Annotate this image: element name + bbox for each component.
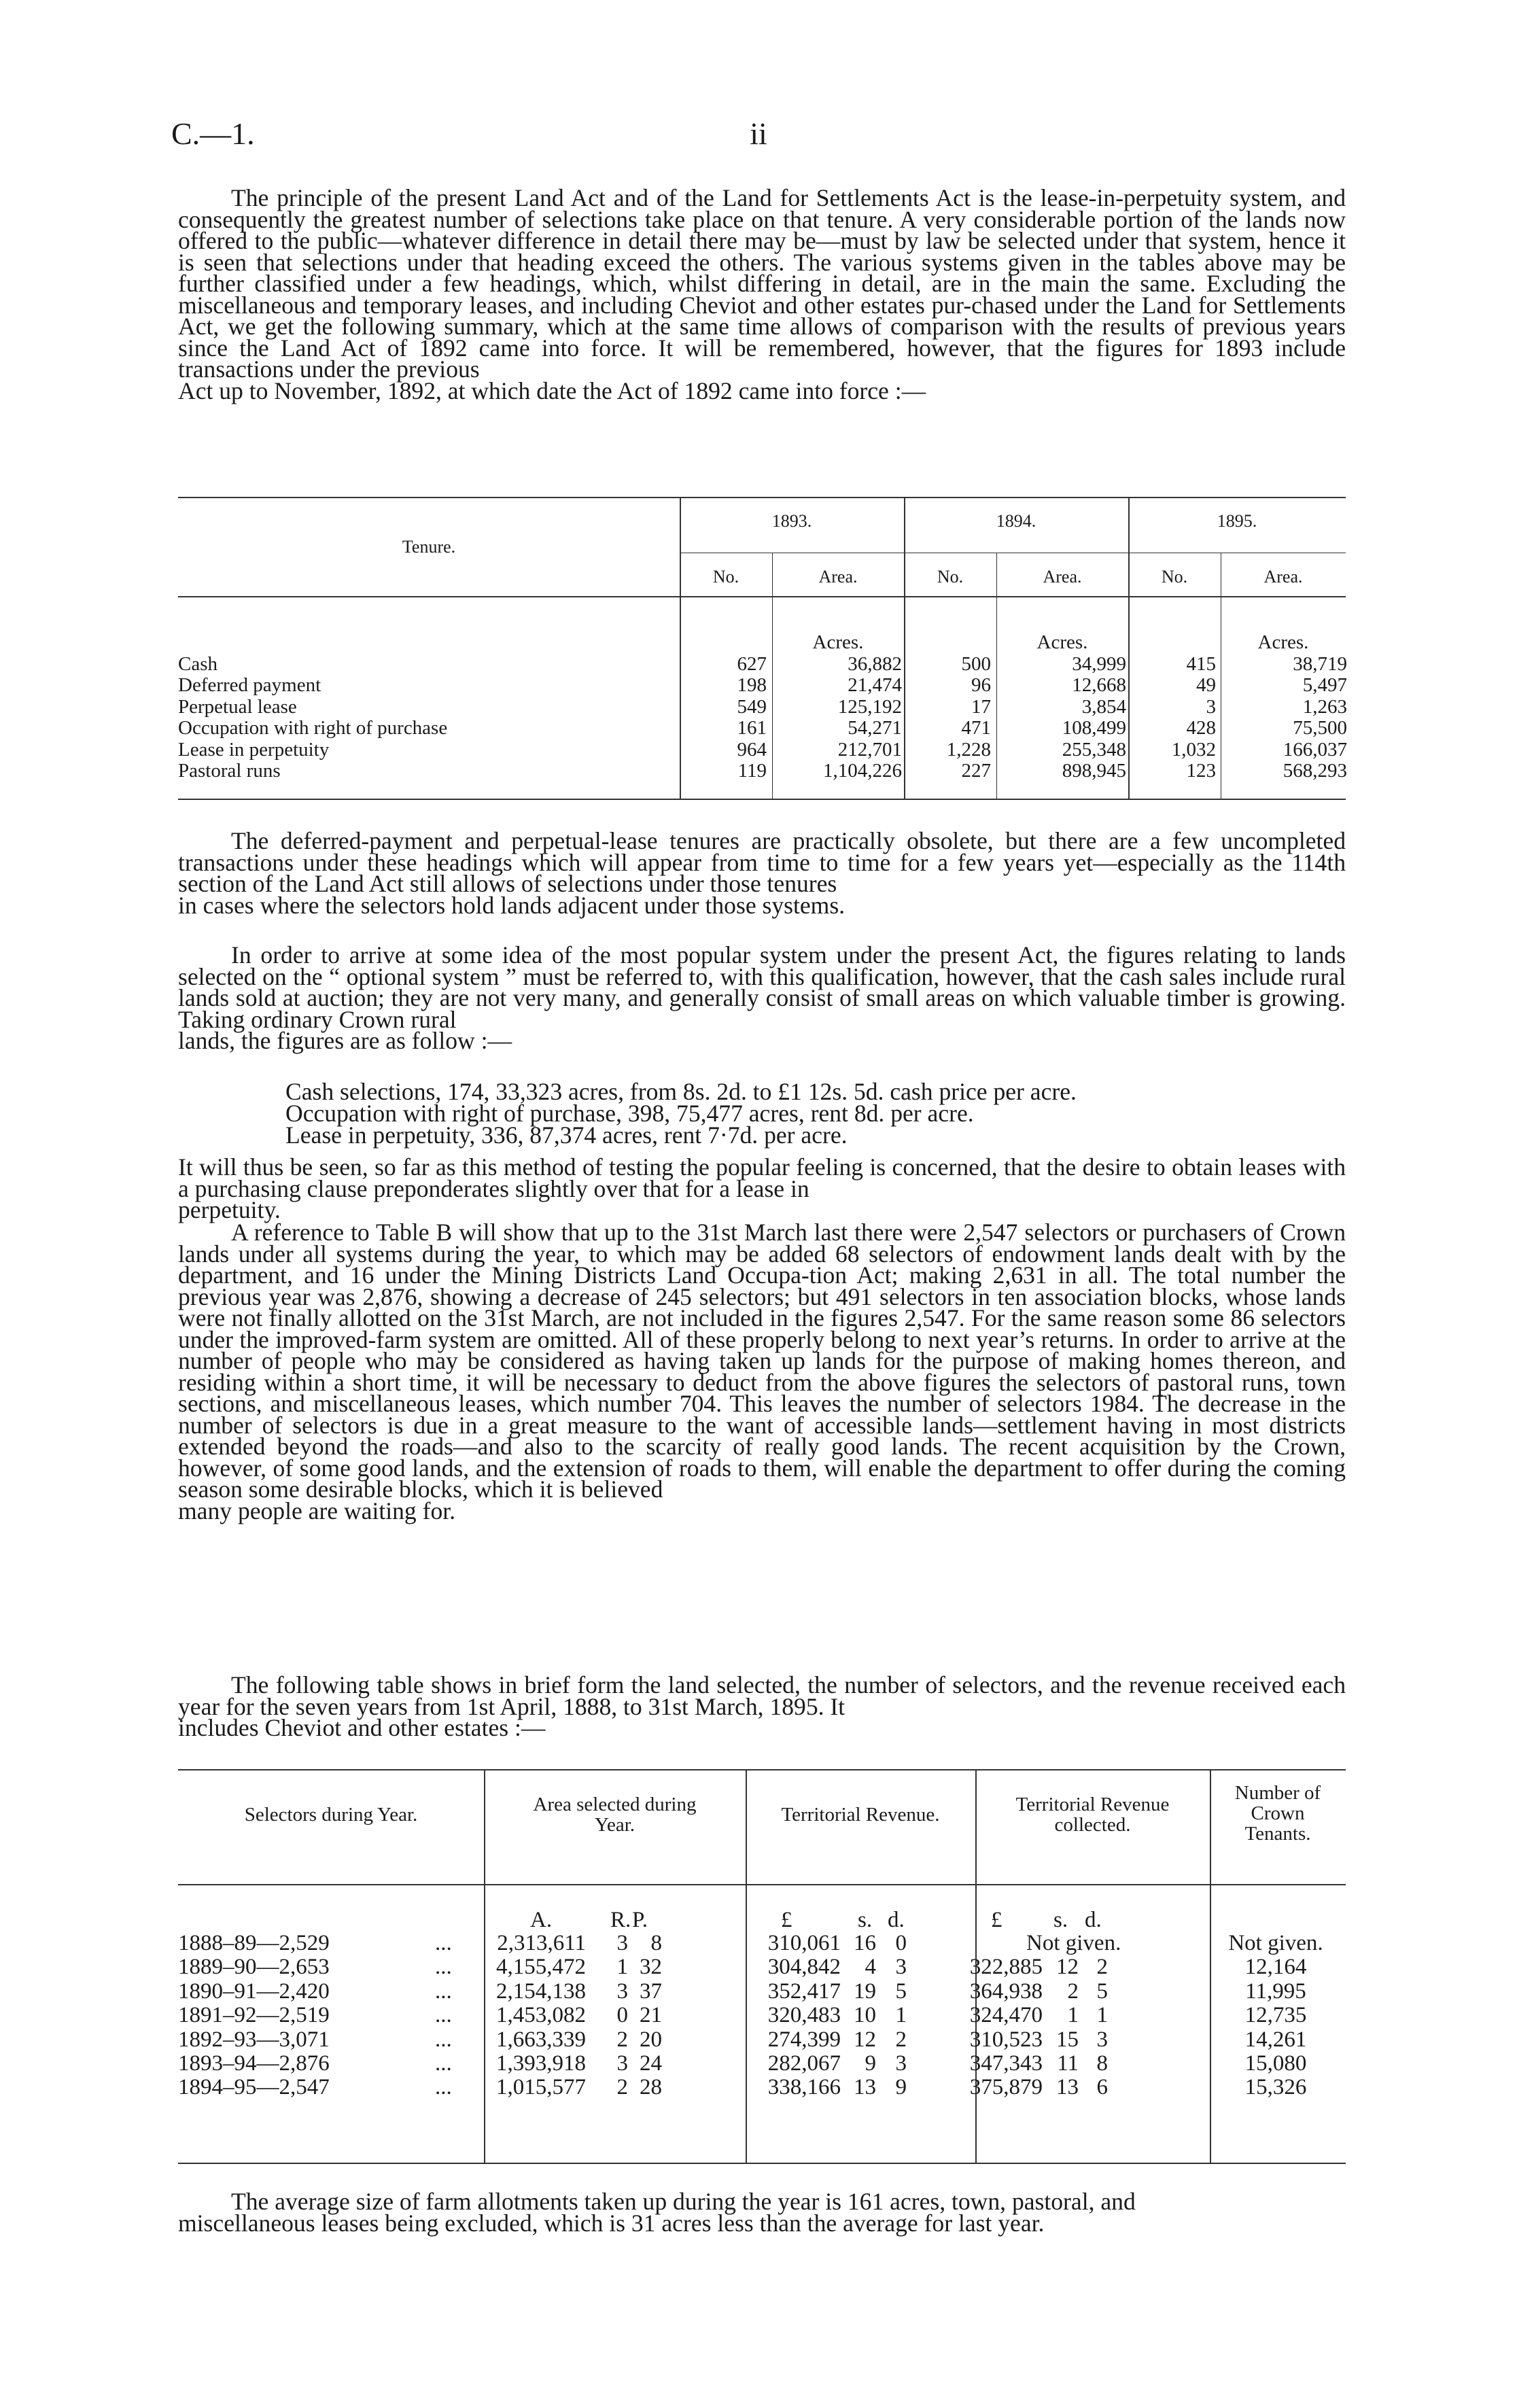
collected-pounds: 375,879 [969, 2075, 1043, 2100]
area-acres: 4,155,472 [496, 1955, 586, 1980]
area-roods: 3 [616, 1978, 628, 2004]
paragraph-lease-principle [178, 184, 1346, 404]
table-cell: 500 [961, 653, 991, 675]
paragraph-last-line: lands, the figures are as follow :— [178, 1027, 512, 1054]
collected-shillings: 13 [1056, 2075, 1079, 2100]
collected-pence: 5 [1096, 1978, 1108, 2004]
paragraph-text: The deferred-payment and perpetual-lease tenures are practically obsolete, but there are a few uncompleted transactions under these headings which will appear from time to time for a few years yet—especially as the 114th section of the Land Act still allows of selections under those tenures [178, 827, 1346, 897]
column-header-tenure: Tenure. [402, 537, 456, 557]
table-cell: 54,271 [848, 717, 902, 739]
table-cell: 627 [737, 653, 767, 675]
table-rule-bottom [178, 799, 1346, 800]
selectors-year: 1893–94—2,876 [178, 2051, 330, 2076]
unit-label: s. [1053, 1908, 1068, 1932]
table-cell: 119 [737, 760, 767, 782]
table-cell: 212,701 [837, 738, 902, 761]
column-header-area: Area. [1043, 567, 1082, 587]
table-rule-top [178, 1769, 1346, 1770]
table-cell: 12,668 [1072, 674, 1126, 697]
column-header-year: 1893. [771, 511, 812, 531]
unit-label: P. [632, 1908, 648, 1932]
revenue-pounds: 274,399 [767, 2027, 841, 2052]
column-header-selectors: Selectors during Year. [244, 1804, 418, 1826]
table-cell: 964 [737, 738, 767, 761]
table-cell: 1,263 [1302, 695, 1347, 718]
table-cell: 36,882 [848, 653, 902, 675]
collected-pounds: 310,523 [969, 2027, 1043, 2052]
crown-tenants: 14,261 [1244, 2027, 1307, 2052]
revenue-pounds: 352,417 [767, 1978, 841, 2004]
revenue-shillings: 19 [854, 1978, 876, 2004]
table-cell: 1,104,226 [823, 760, 902, 782]
crown-tenants: 11,995 [1245, 1978, 1306, 2004]
table-cell: 1,032 [1171, 738, 1216, 761]
crown-tenants: Not given. [1228, 1931, 1323, 1955]
paragraph-popular-feeling [178, 1153, 1346, 1223]
paragraph-last-line: includes Cheviot and other estates :— [178, 1714, 546, 1741]
table-cell: 255,348 [1062, 738, 1126, 761]
paragraph-last-line: many people are waiting for. [178, 1497, 456, 1524]
paragraph-last-line: miscellaneous leases being excluded, which is 31 acres less than the average for last year. [178, 2209, 1045, 2237]
crown-tenants: 12,735 [1244, 2003, 1307, 2028]
row-label: Deferred payment [178, 674, 321, 697]
paragraph-text: The principle of the present Land Act and of the Land for Settlements Act is the lease-in-perpetuity system, and consequently the greatest number of selections take place on that tenure. A very considerable portion of the lands now offered to the public—whatever difference in detail there may be—must by law be selected under that system, hence it is seen that selections under that heading exceed the others. The various systems given in the tables above may be further classified under a few headings, which, whilst differing in detail, are in the main the same. Excluding the miscellaneous and temporary leases, and including Cheviot and other estates pur-chased under the Land for Settlements Act, we get the following summary, which at the same time allows of comparison with the results of previous years since the Land Act of 1892 came into force. It will be remembered, however, that the figures for 1893 include transactions under the previous [178, 184, 1346, 383]
collected-pence: 3 [1096, 2027, 1108, 2052]
area-acres: 1,453,082 [496, 2003, 586, 2028]
revenue-pence: 0 [895, 1931, 907, 1955]
table-cell: 166,037 [1283, 738, 1347, 761]
row-label: Occupation with right of purchase [178, 717, 448, 739]
revenue-pence: 5 [895, 1978, 907, 2004]
unit-label: £ [781, 1908, 792, 1932]
table-cell: 75,500 [1293, 717, 1347, 739]
revenue-shillings: 9 [865, 2051, 876, 2076]
paragraph-table-b [178, 1219, 1346, 1524]
units-row [178, 1908, 1346, 1933]
collected-pence: 6 [1096, 2075, 1108, 2100]
table-rule-header [178, 596, 1346, 597]
page-header [171, 116, 1346, 156]
area-acres: 1,393,918 [496, 2051, 586, 2076]
area-acres: 2,154,138 [496, 1978, 586, 2004]
paragraph-obsolete-tenures [178, 827, 1346, 919]
column-header-revenue-collected: Territorial Revenue collected. [1015, 1794, 1170, 1836]
revenue-pounds: 304,842 [767, 1955, 841, 1980]
collected-pounds: 324,470 [969, 2003, 1043, 2028]
leader-dots: ... [435, 2051, 452, 2076]
row-label: Lease in perpetuity [178, 738, 330, 761]
area-perches: 20 [640, 2027, 662, 2052]
table-cell: 161 [737, 717, 767, 739]
table-cell: 3,854 [1081, 695, 1126, 718]
table-cell: 96 [971, 674, 991, 697]
revenue-shillings: 13 [854, 2075, 876, 2100]
paragraph-last-line: Act up to November, 1892, at which date the Act of 1892 came into force :— [178, 377, 926, 404]
collected-shillings: 2 [1067, 1978, 1079, 2004]
unit-label: s. [858, 1908, 873, 1932]
area-roods: 1 [616, 1955, 628, 1980]
leader-dots: ... [435, 1955, 452, 1980]
area-roods: 0 [616, 2003, 628, 2028]
leader-dots: ... [435, 1931, 452, 1955]
table-cell: 549 [737, 695, 767, 718]
collected-shillings: 1 [1067, 2003, 1079, 2028]
table-cell: 49 [1196, 674, 1216, 697]
table-cell: 34,999 [1072, 653, 1126, 675]
column-header-area: Area. [1263, 567, 1303, 587]
selectors-year: 1889–90—2,653 [178, 1955, 330, 1980]
page-number: ii [750, 116, 767, 151]
column-header-no: No. [937, 567, 964, 587]
unit-label: A. [530, 1908, 553, 1932]
selectors-year: 1894–95—2,547 [178, 2075, 330, 2100]
paragraph-text: The following table shows in brief form the land selected, the number of selectors, and the revenue received each year for the seven years from 1st April, 1888, to 31st March, 1895. It [178, 1671, 1346, 1720]
table-cell: 125,192 [837, 695, 902, 718]
list-item: Lease in perpetuity, 336, 87,374 acres, rent 7·7d. per acre. [285, 1121, 848, 1149]
collected-pence: 8 [1096, 2051, 1108, 2076]
collected-shillings: 12 [1056, 1955, 1079, 1980]
table-cell: 471 [961, 717, 991, 739]
table-cell: 428 [1186, 717, 1216, 739]
revenue-pounds: 282,067 [767, 2051, 841, 2076]
table-cell: 227 [961, 760, 991, 782]
leader-dots: ... [435, 2027, 452, 2052]
revenue-pounds: 310,061 [767, 1931, 841, 1955]
selectors-table-body [178, 1932, 1346, 2108]
paragraph-last-line: in cases where the selectors hold lands adjacent under those systems. [178, 891, 845, 919]
revenue-pence: 2 [895, 2027, 907, 2052]
unit-label: Acres. [1257, 631, 1309, 653]
table-cell: 108,499 [1062, 717, 1126, 739]
column-header-no: No. [1161, 567, 1188, 587]
revenue-pounds: 338,166 [767, 2075, 841, 2100]
column-header-area-selected: Area selected during Year. [533, 1794, 697, 1836]
revenue-pence: 3 [895, 2051, 907, 2076]
tenure-table-body [178, 654, 1346, 790]
table-cell: 123 [1186, 760, 1216, 782]
table-rule-top [178, 497, 1346, 498]
revenue-pence: 3 [895, 1955, 907, 1980]
area-roods: 3 [616, 1931, 628, 1955]
list-item: Occupation with right of purchase, 398, 75,477 acres, rent 8d. per acre. [285, 1100, 974, 1127]
row-label: Pastoral runs [178, 760, 281, 782]
column-header-area: Area. [818, 567, 858, 587]
area-perches: 21 [640, 2003, 662, 2028]
collected-shillings: 11 [1057, 2051, 1079, 2076]
revenue-shillings: 12 [854, 2027, 876, 2052]
selectors-year: 1892–93—3,071 [178, 2027, 330, 2052]
paragraph-text: A reference to Table B will show that up to the 31st March last there were 2,547 selectors or purchasers of Crown lands under all systems during the year, to which may be added 68 selectors of endowment lands dealt with by the department, and 16 under the Mining Districts Land Occupa-tion Act; making 2,631 in all. The total number the previous year was 2,876, showing a decrease of 245 selectors; but 491 selectors in ten association blocks, whose lands were not finally allotted on the 31st March, are not included in the figures 2,547. For the same reason some 86 selectors under the improved-farm system are omitted. All of these properly belong to next year’s returns. In order to arrive at the number of people who may be considered as having taken up lands for the purpose of making homes thereon, and residing within a short time, it will be necessary to deduct from the above figures the selectors of pastoral runs, town sections, and miscellaneous leases, which number 704. This leaves the number of selectors 1984. The decrease in the number of selectors is due in a great measure to the want of accessible lands—settlement having in most districts extended beyond the roads—and also to the scarcity of really good lands. The recent acquisition by the Crown, however, of some good lands, and the extension of roads to them, will enable the department to offer during the coming season some desirable blocks, which it is believed [178, 1219, 1346, 1503]
table-cell: 898,945 [1062, 760, 1126, 782]
column-header-crown-tenants: Number of Crown Tenants. [1234, 1782, 1321, 1845]
crown-tenants: 12,164 [1244, 1955, 1307, 1980]
collected-pounds: 322,885 [969, 1955, 1043, 1980]
column-header-year: 1894. [996, 511, 1036, 531]
area-perches: 32 [640, 1955, 662, 1980]
collected-pounds: 347,343 [969, 2051, 1043, 2076]
collected-shillings: 15 [1056, 2027, 1079, 2052]
collected-pence: 2 [1096, 1955, 1108, 1980]
row-label: Perpetual lease [178, 695, 297, 718]
paragraph-last-line: perpetuity. [178, 1196, 281, 1223]
paragraph-text: It will thus be seen, so far as this method of testing the popular feeling is concerned, that the desire to obtain leases with a purchasing clause preponderates slightly over that for a lease in [178, 1153, 1346, 1202]
selectors-year: 1891–92—2,519 [178, 2003, 330, 2028]
revenue-shillings: 4 [865, 1955, 876, 1980]
list-item: Cash selections, 174, 33,323 acres, from 8s. 2d. to £1 12s. 5d. cash price per acre. [285, 1078, 1077, 1105]
table-cell: 38,719 [1293, 653, 1347, 675]
row-label: Cash [178, 653, 217, 675]
table-rule-bottom [178, 2163, 1346, 2164]
document-code: C.—1. [171, 116, 255, 151]
table-cell: 198 [737, 674, 767, 697]
area-acres: 1,663,339 [496, 2027, 586, 2052]
area-perches: 8 [650, 1931, 662, 1955]
selection-figures-list [285, 1078, 1077, 1149]
collected-pounds: 364,938 [969, 1978, 1043, 2004]
table-cell: 1,228 [946, 738, 991, 761]
table-cell: 415 [1186, 653, 1216, 675]
paragraph-following-table [178, 1671, 1346, 1741]
paragraph-optional-system [178, 941, 1346, 1054]
area-perches: 37 [640, 1978, 662, 2004]
area-roods: 2 [616, 2075, 628, 2100]
revenue-shillings: 10 [854, 2003, 876, 2028]
crown-tenants: 15,080 [1244, 2051, 1307, 2076]
unit-label: R. [610, 1908, 631, 1932]
table-cell: 5,497 [1302, 674, 1347, 697]
column-header-revenue: Territorial Revenue. [781, 1804, 940, 1826]
crown-tenants: 15,326 [1244, 2075, 1307, 2100]
unit-label: d. [888, 1908, 905, 1932]
area-perches: 24 [640, 2051, 662, 2076]
revenue-shillings: 16 [854, 1931, 876, 1955]
area-acres: 1,015,577 [496, 2075, 586, 2100]
table-cell: 17 [971, 695, 991, 718]
area-roods: 3 [616, 2051, 628, 2076]
leader-dots: ... [435, 2003, 452, 2028]
paragraph-text: In order to arrive at some idea of the most popular system under the present Act, the figures relating to lands selected on the “ optional system ” must be referred to, with this qualification, however, that the cash sales include rural lands sold at auction; they are not very many, and generally consist of small areas on which valuable timber is growing. Taking ordinary Crown rural [178, 941, 1346, 1033]
paragraph-average-size [178, 2188, 1346, 2237]
area-acres: 2,313,611 [497, 1931, 586, 1955]
collected-pence: 1 [1096, 2003, 1108, 2028]
selectors-year: 1888–89—2,529 [178, 1931, 330, 1955]
unit-label: £ [991, 1908, 1002, 1932]
column-header-year: 1895. [1217, 511, 1257, 531]
leader-dots: ... [435, 1978, 452, 2004]
paragraph-text: The average size of farm allotments taken up during the year is 161 acres, town, pastoral, and [231, 2188, 1136, 2215]
area-perches: 28 [640, 2075, 662, 2100]
unit-label: Acres. [812, 631, 864, 653]
revenue-pence: 9 [895, 2075, 907, 2100]
area-roods: 2 [616, 2027, 628, 2052]
revenue-pence: 1 [895, 2003, 907, 2028]
column-header-no: No. [712, 567, 739, 587]
table-rule-header [178, 1884, 1346, 1885]
unit-label: Acres. [1036, 631, 1088, 653]
table-cell: 3 [1206, 695, 1216, 718]
units-row [178, 632, 1346, 655]
revenue-pounds: 320,483 [767, 2003, 841, 2028]
collected-value: Not given. [1026, 1931, 1121, 1955]
table-cell: 21,474 [848, 674, 902, 697]
unit-label: d. [1085, 1908, 1102, 1932]
leader-dots: ... [435, 2075, 452, 2100]
table-cell: 568,293 [1283, 760, 1347, 782]
selectors-year: 1890–91—2,420 [178, 1978, 330, 2004]
